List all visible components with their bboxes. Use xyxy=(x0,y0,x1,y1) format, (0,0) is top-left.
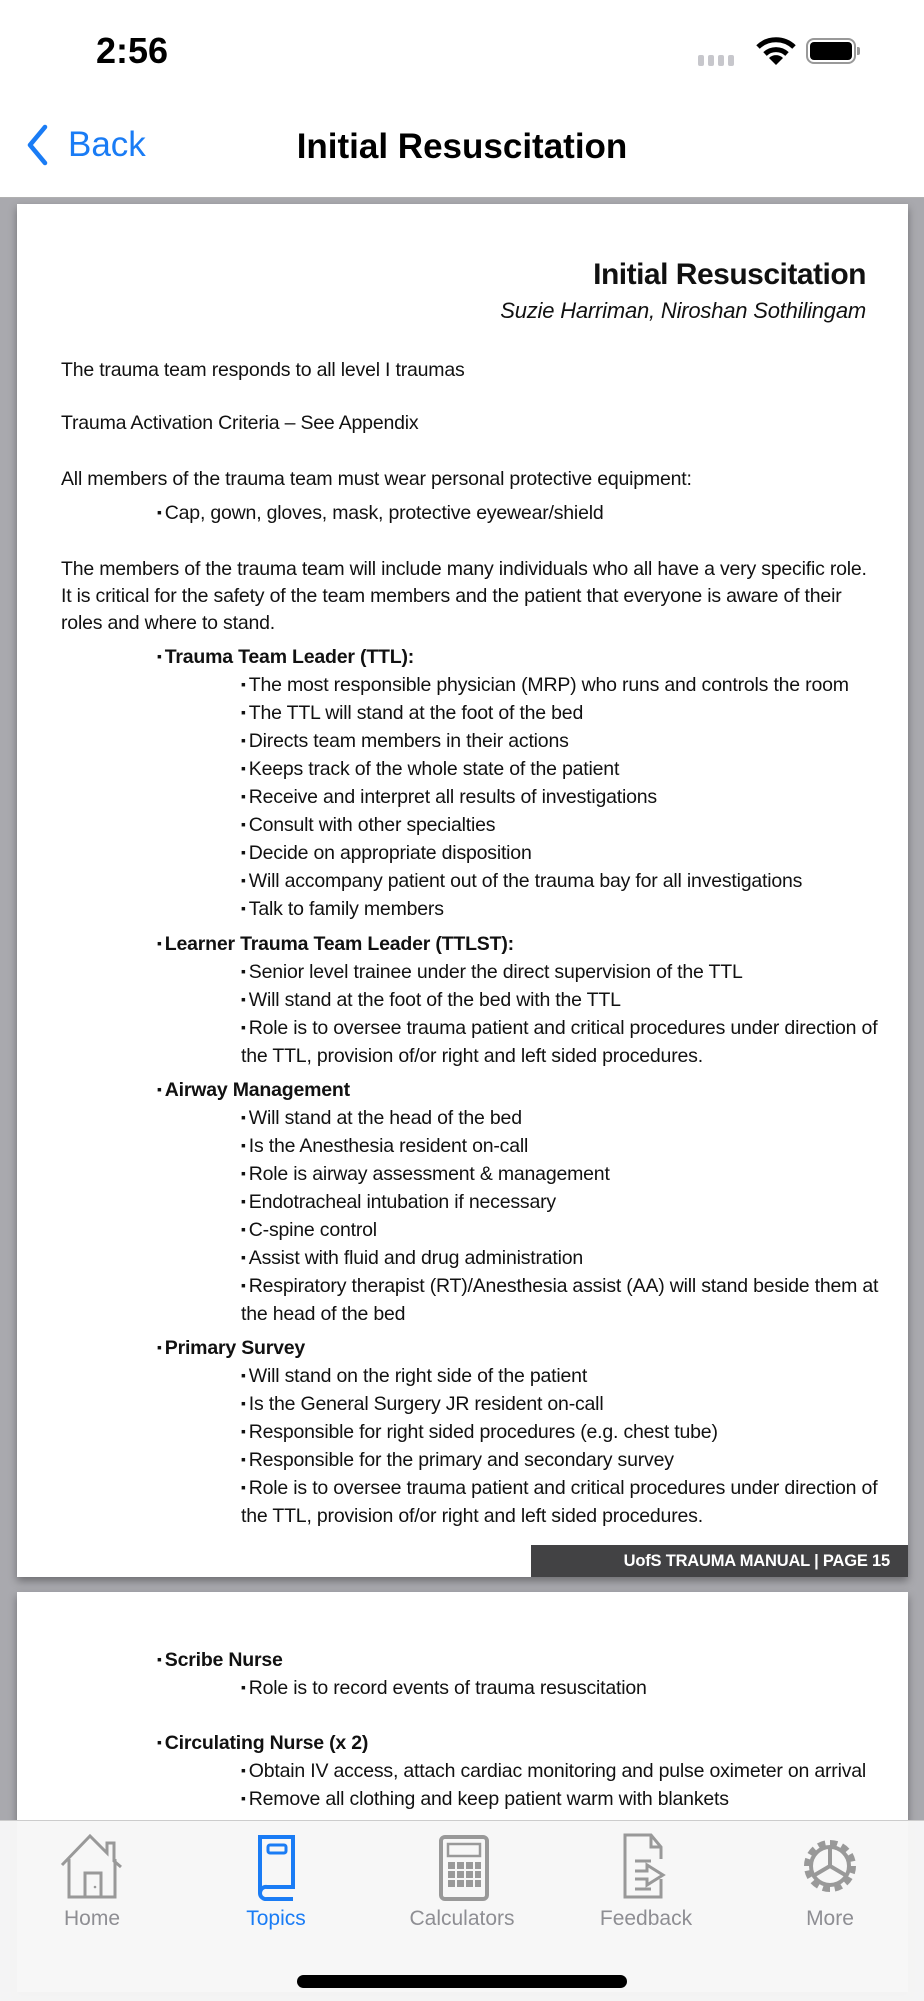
list-item: ▪ Decide on appropriate disposition xyxy=(61,840,881,868)
role-section xyxy=(61,1077,881,1328)
list-item: ▪ Role is to record events of trauma resuscitation xyxy=(61,1675,881,1703)
tab-feedback[interactable] xyxy=(571,1831,721,1931)
role-heading: ▪ Trauma Team Leader (TTL): xyxy=(61,644,881,672)
list-item: ▪ Will stand on the right side of the patient xyxy=(61,1363,881,1391)
list-item: ▪ Obtain IV access, attach cardiac monitoring and pulse oximeter on arrival xyxy=(61,1758,881,1786)
cellular-signal-icon xyxy=(698,55,734,66)
document-authors: Suzie Harriman, Niroshan Sothilingam xyxy=(500,298,866,323)
list-item: ▪ C-spine control xyxy=(61,1217,881,1245)
tab-label: Topics xyxy=(246,1907,306,1930)
document-arrow-icon xyxy=(611,1831,681,1901)
tab-calculators[interactable] xyxy=(387,1831,537,1931)
role-heading: ▪ Scribe Nurse xyxy=(61,1647,881,1675)
list-item: ▪ Will accompany patient out of the trauma bay for all investigations xyxy=(61,868,881,896)
tab-home[interactable] xyxy=(17,1831,167,1931)
list-item: ▪ Responsible for right sided procedures (e.g. chest tube) xyxy=(61,1419,881,1447)
tab-topics[interactable] xyxy=(201,1831,351,1931)
list-item: ▪ Will stand at the head of the bed xyxy=(61,1105,881,1133)
list-item: ▪ Is the General Surgery JR resident on-call xyxy=(61,1391,881,1419)
document-page-15[interactable] xyxy=(17,204,908,1577)
paragraph: Trauma Activation Criteria – See Appendix xyxy=(61,412,419,434)
battery-icon xyxy=(806,38,856,64)
list-item: ▪ Assist with fluid and drug administration xyxy=(61,1245,881,1273)
document-title: Initial Resuscitation xyxy=(593,258,866,291)
home-indicator[interactable] xyxy=(297,1975,627,1988)
role-section xyxy=(61,1335,881,1530)
list-item: ▪ Senior level trainee under the direct supervision of the TTL xyxy=(61,959,881,987)
paragraph: All members of the trauma team must wear personal protective equipment: xyxy=(61,468,692,490)
tab-label: Calculators xyxy=(409,1907,515,1930)
role-heading: ▪ Circulating Nurse (x 2) xyxy=(61,1730,881,1758)
page-title: Initial Resuscitation xyxy=(296,127,628,166)
list-item: ▪ Endotracheal intubation if necessary xyxy=(61,1189,881,1217)
tab-label: Home xyxy=(63,1907,121,1930)
role-section xyxy=(61,931,881,1070)
tab-label: More xyxy=(806,1907,854,1930)
role-heading: ▪ Airway Management xyxy=(61,1077,881,1105)
list-item: ▪ Responsible for the primary and secondary survey xyxy=(61,1447,881,1475)
paragraph: The members of the trauma team will include many individuals who all have a very specific role. It is critical for the safety of the team members and the patient that everyone is aware of their roles and where to stand. xyxy=(61,558,867,634)
list-item: ▪ The most responsible physician (MRP) who runs and controls the room xyxy=(61,672,881,700)
navigation-bar xyxy=(0,100,924,198)
role-heading: ▪ Learner Trauma Team Leader (TTLST): xyxy=(61,931,881,959)
list-item: ▪ Keeps track of the whole state of the patient xyxy=(61,756,881,784)
paragraph: The trauma team responds to all level I traumas xyxy=(61,359,465,381)
list-item: ▪ Respiratory therapist (RT)/Anesthesia assist (AA) will stand beside them at the head of the bed xyxy=(61,1273,881,1328)
back-label: Back xyxy=(68,125,146,164)
page-footer: UofS TRAUMA MANUAL | PAGE 15 xyxy=(531,1545,908,1577)
list-item: ▪ Directs team members in their actions xyxy=(61,728,881,756)
list-item: ▪ Consult with other specialties xyxy=(61,812,881,840)
house-icon xyxy=(57,1831,127,1901)
gear-icon xyxy=(795,1831,865,1901)
list-item: ▪ Is the Anesthesia resident on-call xyxy=(61,1133,881,1161)
tab-label: Feedback xyxy=(599,1907,693,1930)
list-item: ▪ Cap, gown, gloves, mask, protective eyewear/shield xyxy=(61,500,881,528)
role-section xyxy=(61,1647,881,1703)
list-item: ▪ The TTL will stand at the foot of the bed xyxy=(61,700,881,728)
list-item: ▪ Will stand at the foot of the bed with the TTL xyxy=(61,987,881,1015)
role-section xyxy=(61,1730,881,1814)
role-section xyxy=(61,644,881,924)
book-icon xyxy=(241,1831,311,1901)
list-item: ▪ Receive and interpret all results of investigations xyxy=(61,784,881,812)
list-item: ▪ Role is to oversee trauma patient and critical procedures under direction of the TTL, provision of/or right and left sided procedures. xyxy=(61,1475,881,1530)
status-time: 2:56 xyxy=(96,30,169,71)
list-item: ▪ Role is airway assessment & management xyxy=(61,1161,881,1189)
wifi-icon xyxy=(756,37,796,67)
list-item: ▪ Role is to oversee trauma patient and critical procedures under direction of the TTL, provision of/or right and left sided procedures. xyxy=(61,1015,881,1070)
status-bar xyxy=(0,0,924,100)
list-item: ▪ Remove all clothing and keep patient warm with blankets xyxy=(61,1786,881,1814)
calculator-icon xyxy=(427,1831,497,1901)
list-item: ▪ Talk to family members xyxy=(61,896,881,924)
tab-bar xyxy=(0,1820,924,2001)
tab-more[interactable] xyxy=(755,1831,905,1931)
role-heading: ▪ Primary Survey xyxy=(61,1335,881,1363)
